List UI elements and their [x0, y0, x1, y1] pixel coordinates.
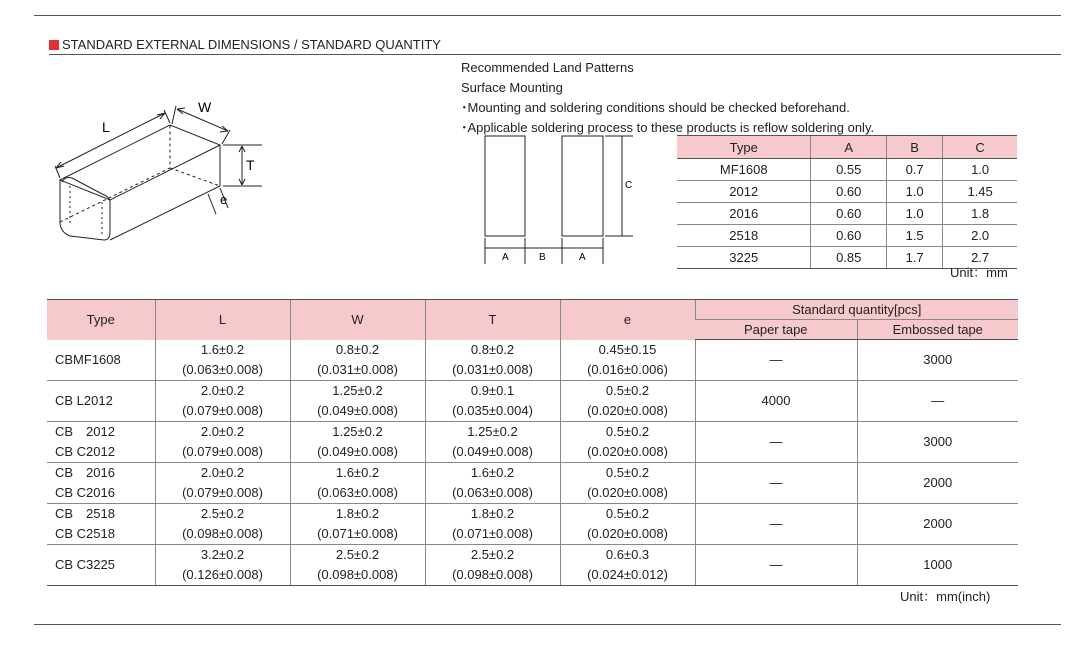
land-cell: MF1608: [677, 159, 811, 181]
dimensions-table: [47, 299, 1018, 586]
cell-l: 2.0±0.2 (0.079±0.008): [155, 462, 290, 503]
header-w: W: [290, 300, 425, 340]
dimensions-table-unit: Unit：mm(inch): [900, 589, 991, 604]
cell-paper: 4000: [695, 380, 857, 421]
land-cell: 1.5: [887, 225, 943, 247]
land-cell: 1.45: [943, 181, 1017, 203]
header-t: T: [425, 300, 560, 340]
land-cell: 1.0: [943, 159, 1017, 181]
table-row: [47, 340, 1018, 381]
cell-l: 2.0±0.2 (0.079±0.008): [155, 421, 290, 462]
cell-type: CB 2012 CB C2012: [47, 421, 155, 462]
land-label-b: B: [539, 252, 546, 263]
land-pattern-note-1: ･Mounting and soldering conditions should be checked beforehand.: [461, 100, 850, 115]
land-cell: 2.0: [943, 225, 1017, 247]
cell-paper: —: [695, 340, 857, 381]
cell-w: 0.8±0.2 (0.031±0.008): [290, 340, 425, 381]
land-cell: 1.8: [943, 203, 1017, 225]
cell-embossed: 3000: [857, 421, 1018, 462]
cell-embossed: 2000: [857, 462, 1018, 503]
land-pattern-title: Recommended Land Patterns: [461, 60, 634, 75]
land-cell: 0.60: [811, 225, 887, 247]
chip-dimension-drawing: [40, 90, 270, 250]
table-row: [677, 181, 1017, 203]
land-cell: 1.7: [887, 247, 943, 269]
cell-type: CB L2012: [47, 380, 155, 421]
top-rule: [34, 15, 1061, 16]
cell-l: 1.6±0.2 (0.063±0.008): [155, 340, 290, 381]
cell-paper: —: [695, 462, 857, 503]
cell-embossed: 3000: [857, 340, 1018, 381]
land-cell: 1.0: [887, 181, 943, 203]
section-title: [49, 37, 441, 52]
cell-embossed: 2000: [857, 503, 1018, 544]
land-header-b: B: [887, 136, 943, 159]
land-pattern-subtitle: Surface Mounting: [461, 80, 563, 95]
cell-t: 0.8±0.2 (0.031±0.008): [425, 340, 560, 381]
land-label-a1: A: [502, 252, 509, 263]
cell-e: 0.45±0.15 (0.016±0.006): [560, 340, 695, 381]
cell-t: 1.8±0.2 (0.071±0.008): [425, 503, 560, 544]
land-header-a: A: [811, 136, 887, 159]
cell-l: 3.2±0.2 (0.126±0.008): [155, 544, 290, 585]
land-label-a2: A: [579, 252, 586, 263]
land-cell: 0.60: [811, 181, 887, 203]
chip-label-t: T: [246, 157, 255, 173]
cell-w: 1.6±0.2 (0.063±0.008): [290, 462, 425, 503]
table-row: [677, 203, 1017, 225]
section-marker-icon: [49, 40, 59, 50]
land-label-c: C: [625, 180, 633, 191]
table-row: [47, 421, 1018, 462]
cell-e: 0.5±0.2 (0.020±0.008): [560, 503, 695, 544]
table-row: [677, 159, 1017, 181]
land-cell: 0.55: [811, 159, 887, 181]
cell-e: 0.5±0.2 (0.020±0.008): [560, 421, 695, 462]
header-paper-tape: Paper tape: [695, 320, 857, 340]
land-pattern-note-2: ･Applicable soldering process to these products is reflow soldering only.: [461, 120, 875, 135]
cell-l: 2.5±0.2 (0.098±0.008): [155, 503, 290, 544]
table-row: [47, 544, 1018, 585]
cell-t: 1.6±0.2 (0.063±0.008): [425, 462, 560, 503]
cell-e: 0.5±0.2 (0.020±0.008): [560, 380, 695, 421]
cell-type: CB C3225: [47, 544, 155, 585]
cell-e: 0.6±0.3 (0.024±0.012): [560, 544, 695, 585]
header-standard-quantity: Standard quantity[pcs]: [695, 300, 1018, 320]
cell-t: 0.9±0.1 (0.035±0.004): [425, 380, 560, 421]
land-pattern-drawing: [470, 126, 640, 266]
land-cell: 2012: [677, 181, 811, 203]
land-header-c: C: [943, 136, 1017, 159]
header-type: Type: [47, 300, 155, 340]
land-cell: 0.60: [811, 203, 887, 225]
cell-embossed: 1000: [857, 544, 1018, 585]
land-cell: 3225: [677, 247, 811, 269]
land-cell: 0.85: [811, 247, 887, 269]
land-cell: 1.0: [887, 203, 943, 225]
cell-type: CBMF1608: [47, 340, 155, 381]
section-title-text: STANDARD EXTERNAL DIMENSIONS / STANDARD QUANTITY: [62, 37, 441, 52]
table-row: [47, 380, 1018, 421]
land-cell: 0.7: [887, 159, 943, 181]
cell-paper: —: [695, 544, 857, 585]
chip-label-l: L: [102, 119, 110, 135]
header-l: L: [155, 300, 290, 340]
table-row: [677, 225, 1017, 247]
header-embossed-tape: Embossed tape: [857, 320, 1018, 340]
land-pattern-table: [677, 135, 1017, 269]
cell-w: 1.25±0.2 (0.049±0.008): [290, 380, 425, 421]
cell-paper: —: [695, 503, 857, 544]
land-cell: 2016: [677, 203, 811, 225]
table-row: [47, 503, 1018, 544]
bottom-rule: [34, 624, 1061, 625]
cell-w: 1.8±0.2 (0.071±0.008): [290, 503, 425, 544]
cell-w: 2.5±0.2 (0.098±0.008): [290, 544, 425, 585]
chip-label-w: W: [198, 99, 212, 115]
cell-embossed: —: [857, 380, 1018, 421]
cell-w: 1.25±0.2 (0.049±0.008): [290, 421, 425, 462]
cell-paper: —: [695, 421, 857, 462]
land-header-type: Type: [677, 136, 811, 159]
cell-type: CB 2518 CB C2518: [47, 503, 155, 544]
cell-t: 2.5±0.2 (0.098±0.008): [425, 544, 560, 585]
chip-label-e: e: [220, 192, 228, 207]
land-table-unit: Unit：mm: [950, 265, 1008, 280]
table-row: [47, 462, 1018, 503]
cell-type: CB 2016 CB C2016: [47, 462, 155, 503]
cell-e: 0.5±0.2 (0.020±0.008): [560, 462, 695, 503]
land-cell: 2.7: [943, 247, 1017, 269]
cell-l: 2.0±0.2 (0.079±0.008): [155, 380, 290, 421]
cell-t: 1.25±0.2 (0.049±0.008): [425, 421, 560, 462]
section-title-rule: [49, 54, 1061, 55]
header-e: e: [560, 300, 695, 340]
land-cell: 2518: [677, 225, 811, 247]
